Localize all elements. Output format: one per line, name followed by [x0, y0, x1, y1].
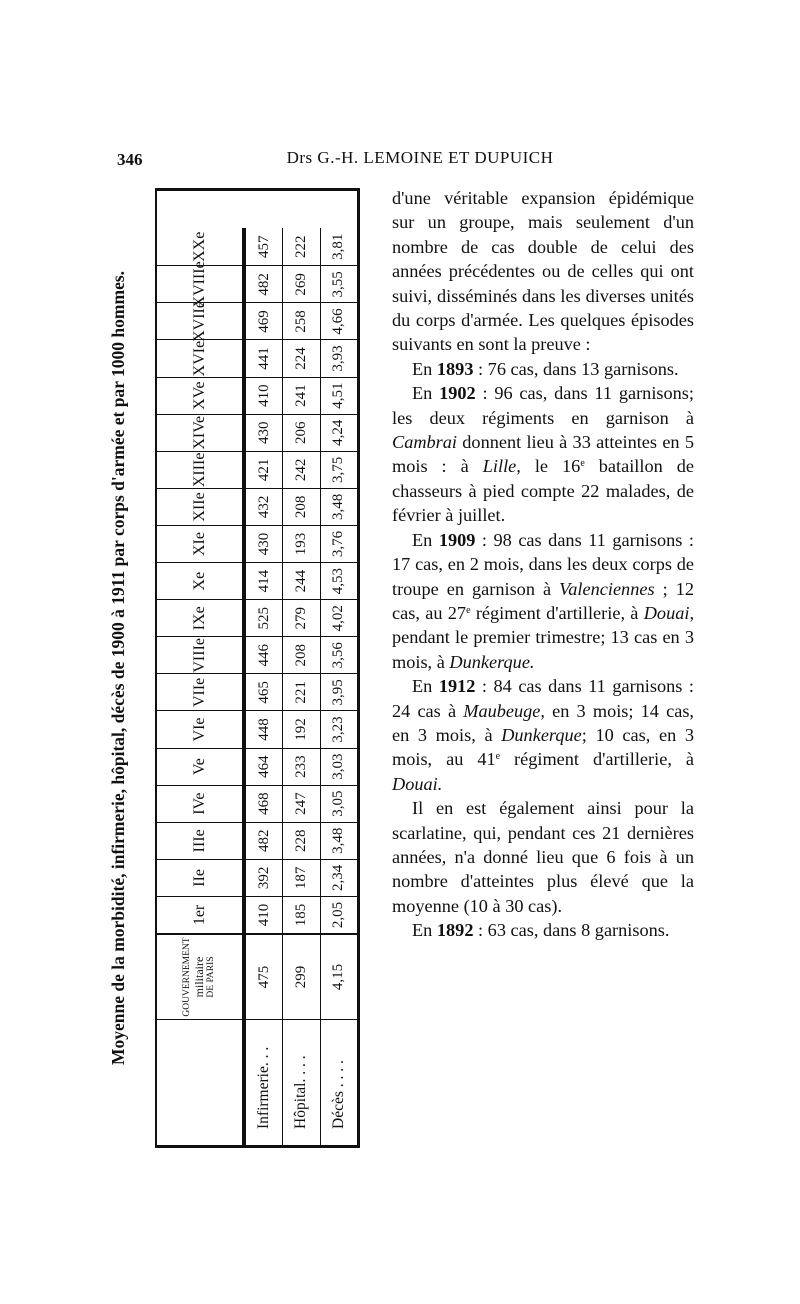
corps-value-deces: 2,05	[330, 901, 347, 929]
corps-column	[157, 859, 357, 896]
corps-header: Xe	[157, 563, 246, 599]
corps-value-hopital: 241	[283, 378, 320, 414]
corps-value-hopital: 193	[283, 526, 320, 562]
corps-header: XIIe	[157, 489, 246, 525]
paragraph-1: d'une véritable expansion épidémique sur un groupe, mais seulement d'un nombre de cas double de celui des années précédentes ou de celles qui ont suivi, disséminés dans les diverses unités du corps d'armée. Les quelques épisodes suivants en sont la preuve :	[392, 188, 694, 355]
corps-column	[157, 896, 357, 933]
corps-header: XIIIe	[157, 452, 246, 488]
text-1909-c: régiment d'artillerie, à	[470, 602, 644, 623]
city-maubeuge: Maubeuge,	[463, 700, 545, 721]
corps-value-infirmerie: 465	[246, 674, 283, 710]
corps-value-hopital: 242	[283, 452, 320, 488]
corps-value-infirmerie: 448	[246, 711, 283, 747]
corps-column	[157, 301, 357, 342]
corps-value-infirmerie: 410	[246, 897, 283, 933]
corps-column	[157, 710, 357, 747]
corps-value-deces: 2,34	[330, 864, 347, 891]
gov-header-line1: GOUVERNEMENT	[181, 937, 192, 1017]
table-caption: Moyenne de la morbidité, infirmerie, hôpital, décès de 1900 à 1911 par corps d'armée et par 1000 hommes.	[108, 270, 128, 1066]
running-head	[0, 148, 800, 168]
paragraph-1893	[392, 357, 694, 381]
corps-value-deces: 3,48	[330, 827, 347, 854]
corps-value-infirmerie: 432	[246, 489, 283, 525]
city-cambrai: Cambrai	[392, 432, 458, 453]
year-1909: 1909	[438, 529, 476, 550]
text-1909-a: : 98 cas dans 11 garnisons : 17 cas, en 2 mois, dans les deux corps de troupe en garnison à	[392, 529, 694, 599]
corps-value-deces: 3,75	[330, 456, 347, 483]
corps-column	[157, 748, 357, 785]
corps-value-hopital: 258	[283, 303, 320, 339]
corps-header: VIe	[157, 711, 246, 747]
year-1892: 1892	[436, 920, 474, 941]
corps-column	[157, 451, 357, 488]
text-1912-b: en 3 mois; 14 cas, en 3 mois, à	[392, 700, 695, 745]
corps-header: VIIe	[157, 674, 246, 710]
corps-value-deces: 4,53	[330, 567, 347, 595]
corps-value-deces: 4,02	[330, 605, 347, 632]
corps-value-infirmerie: 457	[246, 228, 283, 265]
city-lille: Lille,	[482, 456, 521, 477]
row-label-infirmerie: Infirmerie. . .	[246, 1020, 283, 1145]
corps-value-infirmerie: 446	[246, 637, 283, 673]
city-dunkerque: Dunkerque.	[449, 651, 535, 672]
authors-heading: Drs G.-H. LEMOINE ET DUPUICH	[286, 148, 554, 167]
corps-value-infirmerie: 414	[246, 563, 283, 599]
corps-value-hopital: 279	[283, 600, 320, 636]
corps-header: XVIIe	[157, 303, 246, 339]
city-douai: Douai,	[643, 602, 695, 623]
corps-header: IIIe	[157, 823, 246, 859]
corps-column	[157, 636, 357, 673]
corps-value-infirmerie: 392	[246, 860, 283, 896]
paragraph-1892	[392, 918, 694, 942]
en-word: En	[412, 358, 433, 379]
corps-header: XVIe	[157, 341, 246, 377]
empty-header-cell	[157, 1020, 246, 1145]
gov-value-hopital: 299	[283, 935, 320, 1019]
corps-header: XXe	[157, 228, 246, 265]
corps-column	[157, 822, 357, 859]
corps-value-deces: 3,95	[330, 679, 347, 706]
corps-value-hopital: 187	[283, 860, 320, 896]
row-label-column	[157, 1019, 357, 1145]
corps-column	[157, 488, 357, 525]
gov-paris-column	[157, 933, 357, 1019]
text-1902-b: donnent lieu à 33 atteintes en 5 mois : à	[392, 432, 694, 477]
corps-value-deces: 3,93	[330, 345, 347, 372]
corps-header: 1er	[157, 897, 246, 933]
corps-value-infirmerie: 482	[246, 266, 283, 302]
corps-header: Ve	[157, 749, 246, 785]
corps-value-infirmerie: 468	[246, 786, 283, 822]
corps-value-hopital: 208	[283, 637, 320, 673]
corps-column	[157, 525, 357, 562]
paragraph-1909	[392, 528, 694, 674]
en-word: En	[412, 676, 433, 697]
city-douai: Douai.	[392, 773, 443, 794]
corps-value-deces: 3,05	[330, 790, 347, 817]
row-label-deces: Décès . . . .	[329, 1060, 347, 1129]
paragraph-1912	[392, 674, 694, 796]
corps-value-deces: 3,03	[330, 753, 347, 780]
year-1893: 1893	[436, 358, 474, 379]
paragraph-1902	[392, 381, 694, 527]
page-number: 346	[117, 150, 143, 169]
corps-value-deces: 4,66	[330, 308, 347, 335]
text-1909-d: pendant le premier trimestre; 13 cas en 3 mois, à	[392, 627, 694, 672]
corps-value-infirmerie: 430	[246, 415, 283, 451]
corps-value-infirmerie: 441	[246, 341, 283, 377]
corps-value-hopital: 269	[283, 266, 320, 302]
text-1893: : 76 cas, dans 13 garnisons.	[473, 358, 679, 379]
year-1912: 1912	[438, 676, 476, 697]
en-word: En	[412, 920, 433, 941]
en-word: En	[412, 383, 433, 404]
corps-value-deces: 3,23	[330, 716, 347, 743]
corps-value-hopital: 247	[283, 786, 320, 822]
corps-value-deces: 4,51	[330, 382, 347, 409]
corps-column	[157, 414, 357, 451]
corps-header: XIe	[157, 526, 246, 562]
corps-value-infirmerie: 469	[246, 303, 283, 339]
corps-value-infirmerie: 525	[246, 600, 283, 636]
gov-header-line2: militaire	[191, 956, 206, 998]
corps-header: VIIIe	[157, 637, 246, 673]
corps-column	[157, 261, 357, 308]
gov-value-infirmerie: 475	[246, 935, 283, 1019]
gov-header-line3: DE PARIS	[206, 956, 217, 998]
corps-header: IXe	[157, 600, 246, 636]
corps-value-hopital: 221	[283, 674, 320, 710]
corps-header: XVIIIe	[157, 266, 246, 302]
row-label-hopital: Hôpital. . . .	[283, 1020, 320, 1145]
corps-column	[157, 599, 357, 636]
en-word: En	[412, 529, 433, 550]
corps-value-hopital: 192	[283, 711, 320, 747]
ordinal-sup: e	[580, 458, 585, 470]
corps-value-hopital: 208	[283, 489, 320, 525]
corps-column	[157, 673, 357, 710]
corps-value-hopital: 206	[283, 415, 320, 451]
city-valenciennes: Valenciennes	[559, 578, 655, 599]
body-text	[392, 186, 694, 943]
corps-value-infirmerie: 464	[246, 749, 283, 785]
corps-value-hopital: 244	[283, 563, 320, 599]
corps-value-hopital: 185	[283, 897, 320, 933]
corps-value-hopital: 228	[283, 823, 320, 859]
city-dunkerque: Dunkerque	[501, 724, 582, 745]
corps-value-infirmerie: 430	[246, 526, 283, 562]
ordinal-sup: e	[466, 604, 471, 616]
morbidity-table	[155, 188, 360, 1148]
corps-header: IVe	[157, 786, 246, 822]
corps-value-hopital: 222	[283, 228, 320, 265]
corps-value-infirmerie: 482	[246, 823, 283, 859]
paragraph-scarlatine: Il en est également ainsi pour la scarlatine, qui, pendant ces 21 dernières années, n'a donné lieu que 6 fois à un nombre d'atteintes plus élevé que la moyenne (10 à 30 cas).	[392, 798, 694, 916]
gov-paris-header	[157, 935, 246, 1019]
corps-column	[157, 340, 357, 377]
text-1902-a: : 96 cas, dans 11 garnisons; les deux régiments en garnison à	[392, 383, 694, 428]
corps-value-deces: 4,24	[330, 419, 347, 446]
text-1902-c: le 16	[520, 456, 581, 477]
text-1912-c: ; 10 cas, en 3 mois, au 41	[392, 724, 695, 770]
corps-column	[157, 228, 357, 265]
text-1912-d: régiment d'artillerie, à	[500, 749, 694, 770]
corps-header: XIVe	[157, 415, 246, 451]
corps-value-deces: 3,48	[330, 493, 347, 521]
corps-value-deces: 3,55	[330, 271, 347, 298]
corps-value-hopital: 224	[283, 341, 320, 377]
text-1909-b: ; 12 cas, au 27	[392, 578, 694, 623]
corps-value-deces: 3,56	[330, 642, 347, 669]
corps-value-infirmerie: 410	[246, 378, 283, 414]
corps-column	[157, 377, 357, 414]
ordinal-sup: e	[495, 751, 501, 763]
corps-column	[157, 785, 357, 822]
gov-value-deces: 4,15	[330, 963, 347, 991]
corps-value-deces: 3,81	[330, 233, 347, 260]
text-1902-d: bataillon de chasseurs à pied compte 22 malades, de février à juillet.	[392, 456, 694, 526]
corps-value-deces: 3,76	[330, 530, 347, 558]
corps-value-infirmerie: 421	[246, 452, 283, 488]
text-1892: : 63 cas, dans 8 garnisons.	[473, 920, 670, 941]
year-1902: 1902	[439, 383, 476, 404]
corps-header: XVe	[157, 378, 246, 414]
corps-column	[157, 562, 357, 599]
corps-header: IIe	[157, 860, 246, 896]
text-1912-a: : 84 cas dans 11 garnisons : 24 cas à	[392, 676, 694, 721]
corps-value-hopital: 233	[283, 749, 320, 785]
